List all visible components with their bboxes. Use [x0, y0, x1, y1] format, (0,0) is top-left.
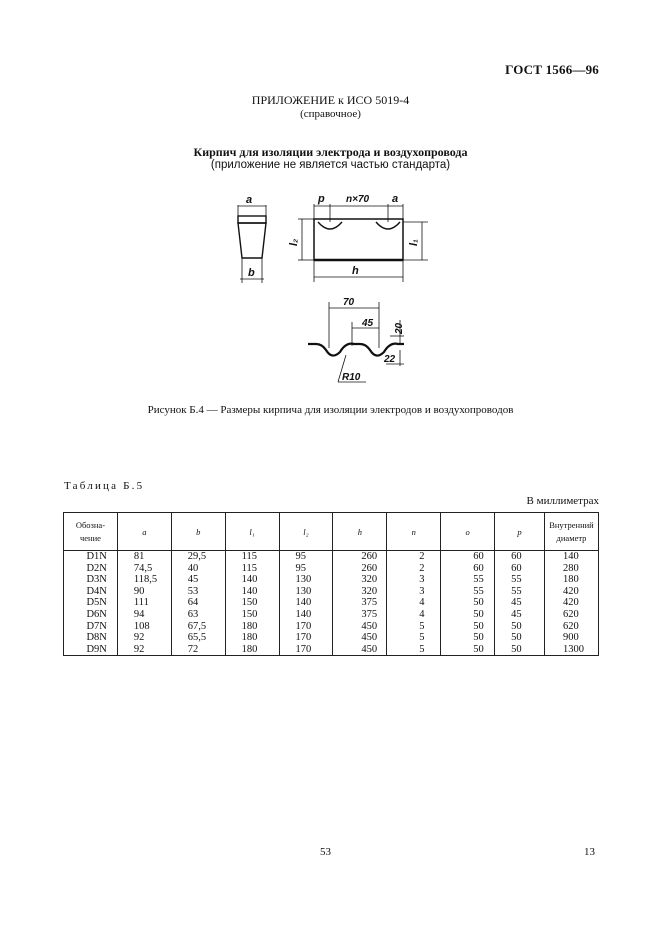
- table-cell: 140: [544, 551, 598, 563]
- table-cell: D1N: [64, 551, 118, 563]
- table-cell: D5N: [64, 597, 118, 609]
- label-r10: R10: [342, 372, 361, 383]
- table-cell: 320: [333, 574, 387, 586]
- table-cell: 45: [171, 574, 225, 586]
- label-22: 22: [384, 354, 396, 365]
- table-cell: 60: [441, 551, 495, 563]
- header-h: h: [333, 513, 387, 551]
- header-b: b: [171, 513, 225, 551]
- label-l1: l₁: [408, 239, 420, 246]
- header-l2: l₂: [279, 513, 333, 551]
- table-cell: 60: [441, 563, 495, 575]
- header-inner-diameter: Внутренний диаметр: [544, 513, 598, 551]
- table-cell: 140: [279, 609, 333, 621]
- table-cell: 115: [225, 551, 279, 563]
- label-p: p: [318, 193, 325, 205]
- table-cell: 130: [279, 574, 333, 586]
- table-cell: 4: [387, 597, 441, 609]
- header-n: n: [387, 513, 441, 551]
- data-table: [63, 512, 599, 656]
- table-cell: 72: [171, 644, 225, 656]
- table-cell: 111: [117, 597, 171, 609]
- table-cell: 63: [171, 609, 225, 621]
- appendix-kind: (справочное): [300, 108, 361, 120]
- figure-title: Кирпич для изоляции электрода и воздухопровода: [193, 145, 468, 159]
- table-cell: 55: [495, 586, 545, 598]
- table-cell: 180: [544, 574, 598, 586]
- table-cell: 29,5: [171, 551, 225, 563]
- table-cell: 55: [441, 586, 495, 598]
- header-o: o: [441, 513, 495, 551]
- table-cell: 95: [279, 551, 333, 563]
- label-l2: l₂: [288, 238, 300, 246]
- table-cell: 420: [544, 597, 598, 609]
- table-cell: D2N: [64, 563, 118, 575]
- table-cell: 60: [495, 551, 545, 563]
- table-cell: 40: [171, 563, 225, 575]
- label-h: h: [352, 265, 359, 277]
- table-cell: 94: [117, 609, 171, 621]
- table-cell: 620: [544, 609, 598, 621]
- table-row: [64, 563, 599, 575]
- header-l1: l₁: [225, 513, 279, 551]
- table-cell: D4N: [64, 586, 118, 598]
- table-cell: 170: [279, 644, 333, 656]
- table-cell: 55: [441, 574, 495, 586]
- table-cell: 3: [387, 574, 441, 586]
- table-cell: 4: [387, 609, 441, 621]
- table-cell: 5: [387, 632, 441, 644]
- figure-caption: Рисунок Б.4 — Размеры кирпича для изоляции электродов и воздухопроводов: [147, 404, 514, 416]
- page-number-right: 13: [584, 846, 595, 858]
- table-cell: 5: [387, 621, 441, 633]
- table-cell: 55: [495, 574, 545, 586]
- table-label: Таблица Б.5: [64, 480, 145, 492]
- label-20: 20: [394, 322, 405, 334]
- label-70: 70: [343, 297, 355, 308]
- table-cell: 900: [544, 632, 598, 644]
- table-cell: 50: [441, 644, 495, 656]
- label-b: b: [248, 267, 255, 279]
- header-designation: Обозна- чение: [64, 513, 118, 551]
- table-cell: 53: [171, 586, 225, 598]
- table-cell: 170: [279, 621, 333, 633]
- standard-header: ГОСТ 1566—96: [505, 62, 599, 77]
- table-cell: 2: [387, 563, 441, 575]
- table-cell: 1300: [544, 644, 598, 656]
- table-cell: 375: [333, 609, 387, 621]
- label-a-left: a: [246, 194, 253, 206]
- table-cell: 50: [441, 621, 495, 633]
- table-cell: 150: [225, 609, 279, 621]
- header-a: a: [117, 513, 171, 551]
- table-cell: 64: [171, 597, 225, 609]
- table-row: [64, 586, 599, 598]
- table-cell: 320: [333, 586, 387, 598]
- table-cell: 130: [279, 586, 333, 598]
- table-cell: 280: [544, 563, 598, 575]
- table-cell: 95: [279, 563, 333, 575]
- table-cell: 90: [117, 586, 171, 598]
- table-cell: 45: [495, 609, 545, 621]
- table-cell: 50: [495, 644, 545, 656]
- table-cell: 150: [225, 597, 279, 609]
- table-cell: D3N: [64, 574, 118, 586]
- table-cell: 3: [387, 586, 441, 598]
- table-row: [64, 609, 599, 621]
- table-row: [64, 597, 599, 609]
- table-cell: 375: [333, 597, 387, 609]
- table-cell: 81: [117, 551, 171, 563]
- table-cell: 118,5: [117, 574, 171, 586]
- table-cell: 2: [387, 551, 441, 563]
- table-cell: 50: [495, 632, 545, 644]
- table-cell: 65,5: [171, 632, 225, 644]
- table-cell: 180: [225, 632, 279, 644]
- label-a-right: a: [392, 193, 399, 205]
- table-cell: 170: [279, 632, 333, 644]
- table-cell: 180: [225, 644, 279, 656]
- table-cell: 74,5: [117, 563, 171, 575]
- table-cell: 50: [441, 597, 495, 609]
- page-number-left: 53: [320, 846, 331, 858]
- profile-detail: [308, 302, 404, 382]
- table-cell: 50: [441, 632, 495, 644]
- table-cell: 450: [333, 621, 387, 633]
- table-row: [64, 644, 599, 656]
- table-cell: D8N: [64, 632, 118, 644]
- brick-drawing: [0, 0, 661, 400]
- table-cell: 50: [495, 621, 545, 633]
- table-cell: D6N: [64, 609, 118, 621]
- table-cell: 450: [333, 632, 387, 644]
- table-cell: 450: [333, 644, 387, 656]
- table-cell: 140: [225, 574, 279, 586]
- header-p: p: [495, 513, 545, 551]
- table-cell: 45: [495, 597, 545, 609]
- table-row: [64, 632, 599, 644]
- table-cell: 67,5: [171, 621, 225, 633]
- appendix-title: ПРИЛОЖЕНИЕ к ИСО 5019-4: [251, 93, 410, 107]
- table-cell: 180: [225, 621, 279, 633]
- table-cell: D7N: [64, 621, 118, 633]
- table-cell: 260: [333, 551, 387, 563]
- table-cell: D9N: [64, 644, 118, 656]
- table-row: [64, 551, 599, 563]
- table-cell: 92: [117, 632, 171, 644]
- table-cell: 420: [544, 586, 598, 598]
- table-row: [64, 621, 599, 633]
- table-cell: 140: [225, 586, 279, 598]
- table-cell: 5: [387, 644, 441, 656]
- table-header-row: [64, 513, 599, 551]
- table-cell: 620: [544, 621, 598, 633]
- table-cell: 60: [495, 563, 545, 575]
- label-45: 45: [362, 318, 374, 329]
- figure-note: (приложение не является частью стандарта): [210, 159, 451, 171]
- table-cell: 140: [279, 597, 333, 609]
- table-row: [64, 574, 599, 586]
- table-cell: 115: [225, 563, 279, 575]
- label-nx70: n×70: [346, 194, 370, 205]
- table-cell: 92: [117, 644, 171, 656]
- table-units: В миллиметрах: [526, 495, 599, 507]
- table-cell: 50: [441, 609, 495, 621]
- table-cell: 260: [333, 563, 387, 575]
- table-cell: 108: [117, 621, 171, 633]
